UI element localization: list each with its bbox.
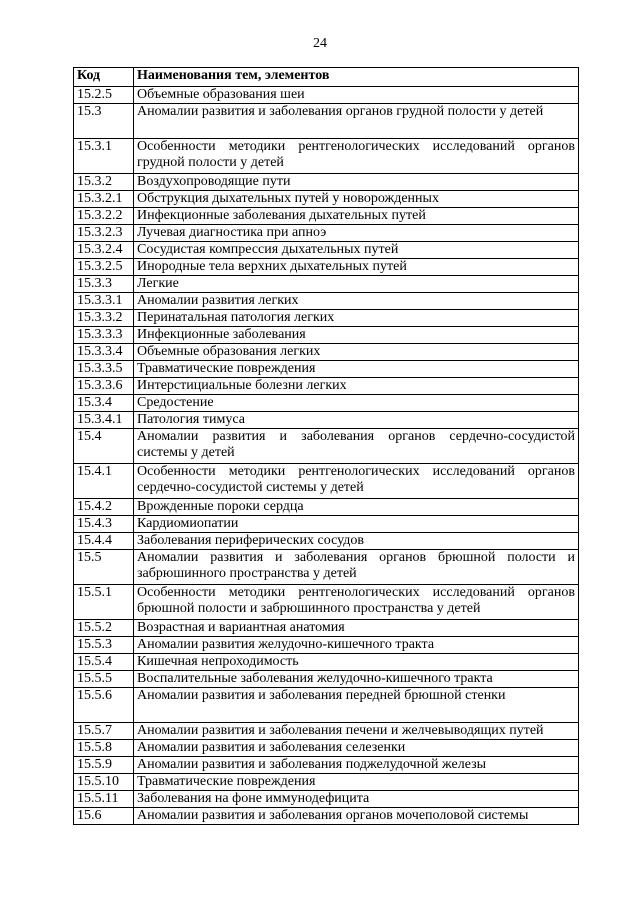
row-name: Аномалии развития и заболевания органов грудной полости у детей <box>134 104 579 139</box>
row-code: 15.4 <box>74 429 134 464</box>
table-row <box>74 723 579 740</box>
row-code: 15.5.3 <box>74 637 134 654</box>
table-row <box>74 378 579 395</box>
row-name: Аномалии развития и заболевания печени и желчевыводящих путей <box>134 723 579 740</box>
row-code: 15.5.2 <box>74 620 134 637</box>
row-name: Перинатальная патология легких <box>134 310 579 327</box>
table-header-row <box>74 68 579 87</box>
row-name: Заболевания периферических сосудов <box>134 533 579 550</box>
row-code: 15.3.2.1 <box>74 191 134 208</box>
row-code: 15.5.5 <box>74 671 134 688</box>
row-name: Аномалии развития легких <box>134 293 579 310</box>
row-name: Аномалии развития и заболевания органов мочеполовой системы <box>134 808 579 825</box>
table-row <box>74 516 579 533</box>
row-code: 15.4.4 <box>74 533 134 550</box>
table-row <box>74 774 579 791</box>
table-row <box>74 395 579 412</box>
row-code: 15.5.11 <box>74 791 134 808</box>
row-name: Врожденные пороки сердца <box>134 499 579 516</box>
row-name: Аномалии развития и заболевания органов сердечно-сосудистой системы у детей <box>134 429 579 464</box>
row-name: Травматические повреждения <box>134 774 579 791</box>
row-code: 15.3.2.5 <box>74 259 134 276</box>
row-name: Легкие <box>134 276 579 293</box>
table-row <box>74 87 579 104</box>
row-name: Возрастная и вариантная анатомия <box>134 620 579 637</box>
row-code: 15.2.5 <box>74 87 134 104</box>
table-row <box>74 499 579 516</box>
row-code: 15.4.3 <box>74 516 134 533</box>
row-code: 15.3.3 <box>74 276 134 293</box>
row-name: Инородные тела верхних дыхательных путей <box>134 259 579 276</box>
table-row <box>74 550 579 585</box>
header-code: Код <box>74 68 134 87</box>
row-name: Кишечная непроходимость <box>134 654 579 671</box>
row-code: 15.3 <box>74 104 134 139</box>
row-name: Травматические повреждения <box>134 361 579 378</box>
row-name: Инфекционные заболевания <box>134 327 579 344</box>
row-name: Патология тимуса <box>134 412 579 429</box>
row-code: 15.5.1 <box>74 585 134 620</box>
row-code: 15.6 <box>74 808 134 825</box>
table-row <box>74 344 579 361</box>
row-name: Заболевания на фоне иммунодефицита <box>134 791 579 808</box>
row-name: Инфекционные заболевания дыхательных путей <box>134 208 579 225</box>
row-code: 15.5.4 <box>74 654 134 671</box>
row-name: Аномалии развития и заболевания органов брюшной полости и забрюшинного пространства у детей <box>134 550 579 585</box>
row-code: 15.5.9 <box>74 757 134 774</box>
row-code: 15.3.4.1 <box>74 412 134 429</box>
row-code: 15.3.3.3 <box>74 327 134 344</box>
row-name: Аномалии развития желудочно-кишечного тракта <box>134 637 579 654</box>
table-row <box>74 310 579 327</box>
table-row <box>74 671 579 688</box>
row-name: Аномалии развития и заболевания поджелудочной железы <box>134 757 579 774</box>
row-code: 15.3.4 <box>74 395 134 412</box>
table-row <box>74 740 579 757</box>
page-number: 24 <box>313 36 327 51</box>
table-row <box>74 654 579 671</box>
row-code: 15.5 <box>74 550 134 585</box>
topics-table <box>73 67 579 825</box>
table-row <box>74 429 579 464</box>
table-row <box>74 242 579 259</box>
row-code: 15.4.2 <box>74 499 134 516</box>
table-row <box>74 688 579 723</box>
table-row <box>74 637 579 654</box>
table-row <box>74 327 579 344</box>
header-name: Наименования тем, элементов <box>134 68 579 87</box>
row-code: 15.5.8 <box>74 740 134 757</box>
row-name: Кардиомиопатии <box>134 516 579 533</box>
row-name: Воспалительные заболевания желудочно-кишечного тракта <box>134 671 579 688</box>
table-row <box>74 808 579 825</box>
row-name: Сосудистая компрессия дыхательных путей <box>134 242 579 259</box>
row-name: Аномалии развития и заболевания селезенки <box>134 740 579 757</box>
row-name: Воздухопроводящие пути <box>134 174 579 191</box>
table-row <box>74 276 579 293</box>
row-name: Интерстициальные болезни легких <box>134 378 579 395</box>
row-name: Особенности методики рентгенологических исследований органов сердечно-сосудистой системы у детей <box>134 464 579 499</box>
row-code: 15.3.3.5 <box>74 361 134 378</box>
row-name: Особенности методики рентгенологических исследований органов брюшной полости и забрюшинного пространства у детей <box>134 585 579 620</box>
table-row <box>74 533 579 550</box>
row-code: 15.3.2.2 <box>74 208 134 225</box>
table-row <box>74 791 579 808</box>
row-code: 15.3.3.2 <box>74 310 134 327</box>
table-row <box>74 412 579 429</box>
row-code: 15.5.6 <box>74 688 134 723</box>
table-row <box>74 208 579 225</box>
table-row <box>74 139 579 174</box>
row-name: Обструкция дыхательных путей у новорожденных <box>134 191 579 208</box>
row-name: Объемные образования легких <box>134 344 579 361</box>
table-row <box>74 293 579 310</box>
row-code: 15.5.7 <box>74 723 134 740</box>
row-code: 15.3.2.3 <box>74 225 134 242</box>
row-code: 15.5.10 <box>74 774 134 791</box>
row-name: Аномалии развития и заболевания передней брюшной стенки <box>134 688 579 723</box>
table-row <box>74 585 579 620</box>
row-code: 15.3.3.4 <box>74 344 134 361</box>
table-row <box>74 620 579 637</box>
table-row <box>74 259 579 276</box>
table-row <box>74 174 579 191</box>
row-code: 15.3.3.6 <box>74 378 134 395</box>
row-name: Объемные образования шеи <box>134 87 579 104</box>
row-name: Средостение <box>134 395 579 412</box>
table-row <box>74 757 579 774</box>
table-row <box>74 361 579 378</box>
table-row <box>74 191 579 208</box>
row-code: 15.3.3.1 <box>74 293 134 310</box>
row-code: 15.3.2.4 <box>74 242 134 259</box>
row-code: 15.3.1 <box>74 139 134 174</box>
row-name: Лучевая диагностика при апноэ <box>134 225 579 242</box>
table-row <box>74 464 579 499</box>
row-code: 15.3.2 <box>74 174 134 191</box>
row-code: 15.4.1 <box>74 464 134 499</box>
row-name: Особенности методики рентгенологических исследований органов грудной полости у детей <box>134 139 579 174</box>
table-row <box>74 104 579 139</box>
table-row <box>74 225 579 242</box>
